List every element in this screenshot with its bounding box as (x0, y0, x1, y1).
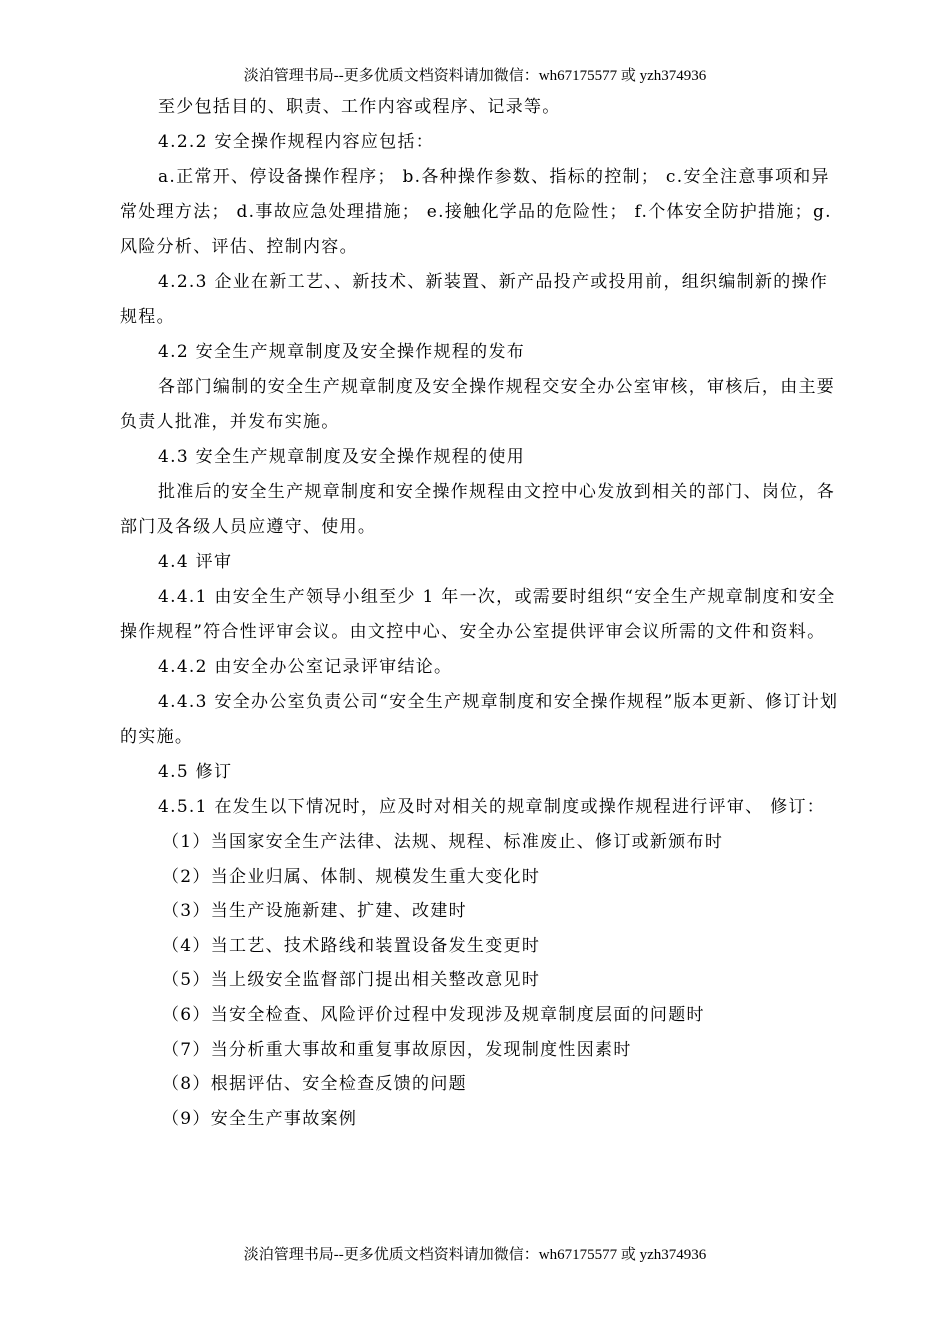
paragraph: 批准后的安全生产规章制度和安全操作规程由文控中心发放到相关的部门、岗位，各部门及各级人员应遵守、使用。 (120, 482, 836, 537)
paragraph: 4.2.3 企业在新工艺、、新技术、新装置、新产品投产或投用前，组织编制新的操作规程。 (120, 272, 829, 327)
list-item: （1）当国家安全生产法律、法规、规程、标准废止、修订或新颁布时 (162, 832, 724, 852)
list-item: （9）安全生产事故案例 (162, 1108, 358, 1129)
section-heading-4-5: 4.5 修订 (158, 762, 233, 782)
list-item: （4）当工艺、技术路线和装置设备发生变更时 (162, 935, 541, 956)
paragraph: 至少包括目的、职责、工作内容或程序、记录等。 (158, 97, 561, 117)
list-item: （5）当上级安全监督部门提出相关整改意见时 (162, 970, 541, 991)
section-heading-4-2: 4.2 安全生产规章制度及安全操作规程的发布 (158, 342, 526, 362)
section-heading-4-3: 4.3 安全生产规章制度及安全操作规程的使用 (158, 447, 526, 467)
paragraph: 4.4.1 由安全生产领导小组至少 1 年一次，或需要时组织“安全生产规章制度和安全操作规程”符合性评审会议。由文控中心、安全办公室提供评审会议所需的文件和资料。 (120, 587, 836, 642)
section-heading-4-4: 4.4 评审 (158, 552, 233, 572)
list-item: （7）当分析重大事故和重复事故原因，发现制度性因素时 (162, 1039, 632, 1060)
paragraph: 4.4.2 由安全办公室记录评审结论。 (158, 657, 453, 677)
page-header: 淡泊管理书局--更多优质文档资料请加微信：wh67175577 或 yzh374936 (243, 68, 707, 84)
list-item: （6）当安全检查、风险评价过程中发现涉及规章制度层面的问题时 (162, 1004, 705, 1025)
list-item: （8）根据评估、安全检查反馈的问题 (162, 1074, 467, 1095)
paragraph: 各部门编制的安全生产规章制度及安全操作规程交安全办公室审核，审核后，由主要负责人批准，并发布实施。 (120, 377, 836, 432)
list-item: （3）当生产设施新建、扩建、改建时 (162, 901, 467, 922)
paragraph: a.正常开、停设备操作程序； b.各种操作参数、指标的控制； c.安全注意事项和异常处理方法； d.事故应急处理措施； e.接触化学品的危险性； f.个体安全防护措施；g.风险分析、评估、控制内容。 (120, 167, 832, 257)
list-item: （2）当企业归属、体制、规模发生重大变化时 (162, 866, 541, 887)
document-body (120, 90, 842, 1136)
page-footer: 淡泊管理书局--更多优质文档资料请加微信：wh67175577 或 yzh374936 (243, 1247, 707, 1263)
paragraph: 4.5.1 在发生以下情况时，应及时对相关的规章制度或操作规程进行评审、 修订： (158, 797, 826, 817)
paragraph: 4.4.3 安全办公室负责公司“安全生产规章制度和安全操作规程”版本更新、修订计划的实施。 (120, 692, 839, 747)
section-heading-4-2-2: 4.2.2 安全操作规程内容应包括： (158, 132, 435, 152)
revision-conditions-list (120, 825, 842, 1136)
